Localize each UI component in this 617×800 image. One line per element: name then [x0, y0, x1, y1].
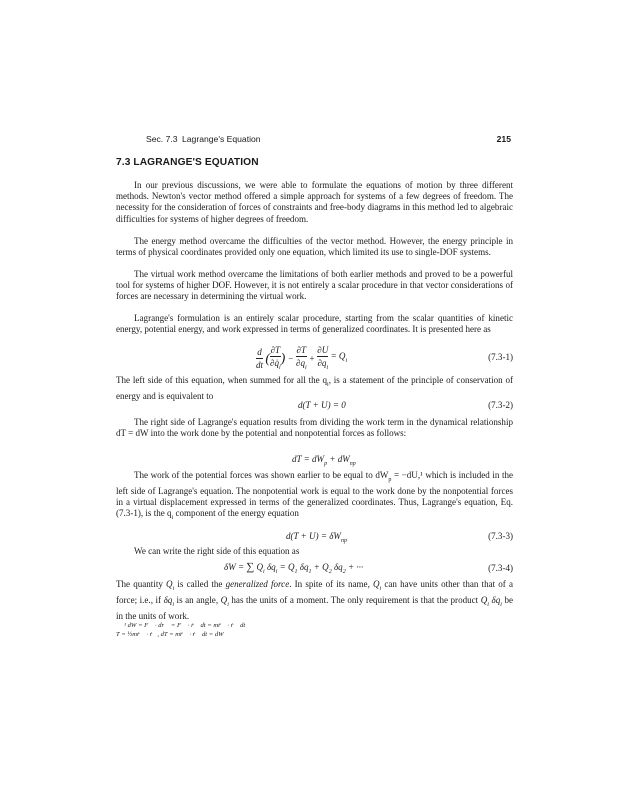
running-title: Lagrange's Equation	[182, 134, 261, 144]
paragraph-text: The quantity $Q_i$ is called the generalized force. In spite of its name, $Q_i$ can have units other than that of a force; i.e., if $\delta q_i$ is an angle, $Q_i$ has the units of a moment. The only requirement is that the product $Q_i$ $\delta q_i$ be in the units of work.	[116, 579, 513, 621]
paragraph-6	[116, 417, 513, 439]
equation-number: (7.3-4)	[488, 563, 513, 573]
paragraph-text: Lagrange's formulation is an entirely scalar procedure, starting from the scalar quantities of kinetic energy, potential energy, and work expressed in terms of generalized coordinates. It is presented here as	[116, 313, 513, 335]
section-reference: Sec. 7.3	[146, 134, 178, 144]
paragraph-text: In our previous discussions, we were able to formulate the equations of motion by three different methods. Newton's vector method offered a simple approach for systems of a few degrees of freedom. The necessity for the consideration of forces of constraints and free-body diagrams in this method led to algebraic difficulties for systems of higher degrees of freedom.	[116, 180, 513, 224]
equation-expression: dT = $dW_p + dW_{np}$	[292, 454, 356, 467]
paragraph-1	[116, 180, 513, 225]
paragraph-text: The left side of this equation, when summed for all the $q_i$, is a statement of the principle of conservation of energy and is equivalent to	[116, 375, 513, 401]
equation-number: (7.3-2)	[488, 400, 513, 410]
equation-expression: $d(T + U) = \delta W_{np}$	[286, 531, 347, 544]
paragraph-text: The virtual work method overcame the limitations of both earlier methods and proved to be a powerful tool for systems of higher DOF. However, it is not entirely a scalar procedure in that vector considerations of forces are necessary in determining the virtual work.	[116, 269, 513, 302]
equation-7-3-1	[116, 345, 513, 371]
paragraph-text: The energy method overcame the difficulties of the vector method. However, the energy principle in terms of physical coordinates provided only one equation, which limited its use to single-DOF systems.	[116, 236, 513, 258]
equation-7-3-3	[116, 531, 513, 543]
paragraph-2	[116, 236, 513, 258]
equation-work-split	[116, 454, 513, 466]
page-number: 215	[496, 134, 511, 144]
equation-expression: δW = ∑ $Q_i$ $\delta q_i = Q_1$ $\delta q_1 + Q_2$ $\delta q_2$ + ···	[224, 561, 364, 575]
section-title: 7.3 LAGRANGE'S EQUATION	[116, 157, 259, 168]
paragraph-9	[116, 579, 513, 622]
equation-expression: d(T + U) = 0	[298, 400, 346, 410]
equation-7-3-4	[116, 562, 513, 576]
footnote-line-2: T = ½mṙ⃗ · ṙ⃗, dT = mr̈⃗ · ṙ⃗ dt = dW	[116, 630, 224, 638]
equation-number: (7.3-1)	[488, 352, 513, 362]
paragraph-3	[116, 269, 513, 303]
paragraph-text: The right side of Lagrange's equation results from dividing the work term in the dynamical relationship dT = dW into the work done by the potential and nonpotential forces as follows:	[116, 417, 513, 439]
equation-expression: $\frac{d}{dt}$ ( $\frac{\partial T}{\partial q̇_i}$ ) − $\frac{\partial T}{\partial q_i}$ + $\frac{\partial U}{\partial q_i}$ = $Q_i$	[256, 345, 348, 371]
equation-7-3-2	[116, 400, 513, 412]
footnote-line-1: ¹ dW = F⃗ · dr⃗ = F⃗ · ṙ⃗ dt = mr̈⃗ · ṙ⃗ dt	[124, 622, 246, 629]
paragraph-text: The work of the potential forces was shown earlier to be equal to $dW_p = -dU,^1$ which is included in the left side of Lagrange's equation. The nonpotential work is equal to the work done by the nonpotential forces in a virtual displacement expressed in terms of the generalized coordinates. Thus, Lagrange's equation, Eq. (7.3-1), is the $q_i$ component of the energy equation	[116, 470, 514, 522]
paragraph-8	[116, 546, 513, 557]
paragraph-7	[116, 470, 513, 524]
paragraph-5	[116, 375, 513, 402]
equation-number: (7.3-3)	[488, 531, 513, 541]
paragraph-text: We can write the right side of this equation as	[134, 546, 300, 556]
paragraph-4	[116, 313, 513, 335]
footnote	[116, 622, 336, 639]
